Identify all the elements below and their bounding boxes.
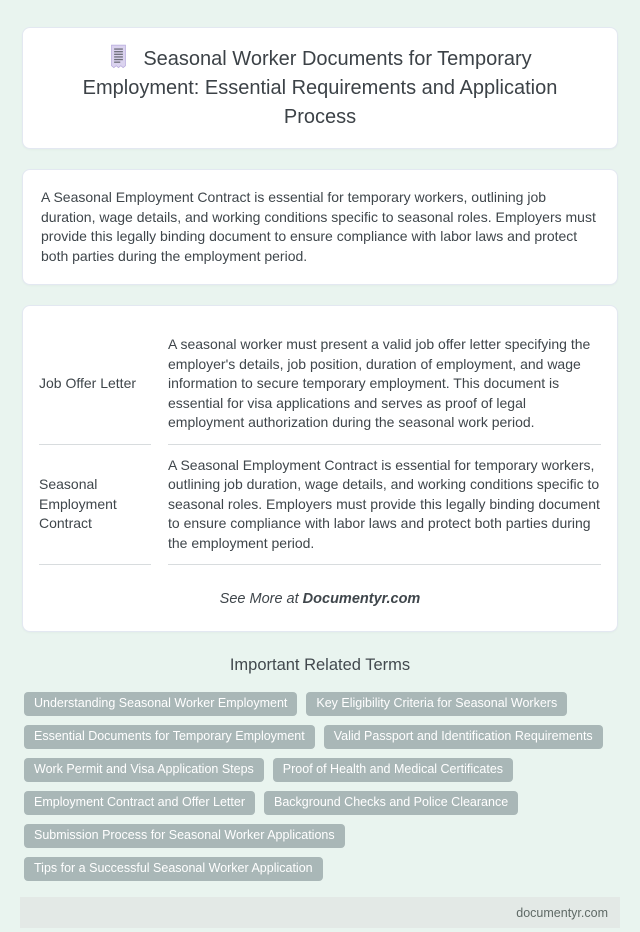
documents-table-card <box>22 305 618 632</box>
related-term-tag[interactable]: Submission Process for Seasonal Worker Applications <box>24 824 345 848</box>
see-more-line <box>39 591 601 607</box>
document-term: Seasonal Employment Contract <box>39 445 151 566</box>
document-term: Job Offer Letter <box>39 324 151 445</box>
receipt-icon <box>108 44 129 69</box>
related-terms-heading: Important Related Terms <box>229 656 411 674</box>
related-term-tag[interactable]: Work Permit and Visa Application Steps <box>24 758 264 782</box>
related-term-tag[interactable]: Background Checks and Police Clearance <box>264 791 518 815</box>
see-more-prefix: See More at <box>219 591 303 607</box>
related-term-tag[interactable]: Understanding Seasonal Worker Employment <box>24 692 297 716</box>
related-term-tag[interactable]: Key Eligibility Criteria for Seasonal Workers <box>306 692 567 716</box>
table-row <box>39 324 601 445</box>
summary-card <box>22 169 618 285</box>
table-row <box>39 445 601 566</box>
see-more-brand-link[interactable]: Documentyr.com <box>302 591 421 607</box>
column-gap <box>151 324 168 445</box>
document-description: A Seasonal Employment Contract is essential for temporary workers, outlining job duration, wage details, and working conditions specific to seasonal roles. Employers must provide this legally binding document to ensure compliance with labor laws and protect both parties during the employment period. <box>168 445 601 566</box>
footer-site-text: documentyr.com <box>516 905 608 920</box>
related-term-tag[interactable]: Proof of Health and Medical Certificates <box>273 758 513 782</box>
summary-text: A Seasonal Employment Contract is essential for temporary workers, outlining job duration, wage details, and working conditions specific to seasonal roles. Employers must provide this legally binding document to ensure compliance with labor laws and protect both parties during the employment period. <box>41 189 596 264</box>
title-card <box>22 27 618 149</box>
related-terms-tags <box>24 692 616 881</box>
related-term-tag[interactable]: Tips for a Successful Seasonal Worker Application <box>24 857 323 881</box>
footer-bar <box>20 897 620 928</box>
document-description: A seasonal worker must present a valid job offer letter specifying the employer's details, job position, duration of employment, and wage information to secure temporary employment. This document is essential for visa applications and serves as proof of legal employment authorization during the seasonal work period. <box>168 324 601 445</box>
related-term-tag[interactable]: Essential Documents for Temporary Employment <box>24 725 315 749</box>
column-gap <box>151 445 168 566</box>
related-term-tag[interactable]: Employment Contract and Offer Letter <box>24 791 255 815</box>
page-title-text: Seasonal Worker Documents for Temporary Employment: Essential Requirements and Application Process <box>82 48 558 128</box>
related-term-tag[interactable]: Valid Passport and Identification Requirements <box>324 725 603 749</box>
page-title <box>70 44 570 132</box>
